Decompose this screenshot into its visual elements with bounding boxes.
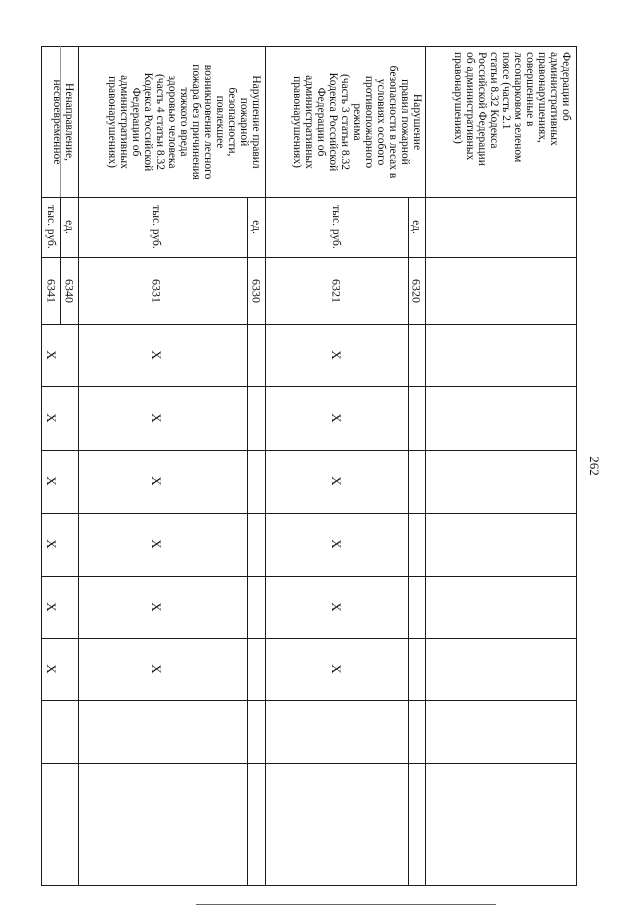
table-border-right [576,46,577,886]
row-6331-mark: X [149,664,164,674]
row-6320-description: Федерации об административных правонарушениях, совершенные в лесопарковом зеленом поясе (часть 2.1 статьи 8.32 Кодекса Российской Федерации об административных правонарушениях) [452,52,572,166]
row-6321-mark: X [329,350,344,360]
row-6321-mark: X [329,476,344,486]
column-divider [41,700,577,701]
row-6341-unit: тыс. руб. [45,205,57,249]
row-6320-unit: ед. [410,220,422,234]
row-6331-code: 6331 [149,279,164,303]
row-6331-unit: тыс. руб. [150,205,162,249]
column-divider [41,638,577,639]
row-6321-code: 6321 [329,279,344,303]
row-6321-mark: X [329,539,344,549]
row-6330-unit: ед. [250,220,262,234]
row-6321-mark: X [329,602,344,612]
row-6321-mark: X [329,664,344,674]
table-border-bottom [41,885,577,886]
row-6331-mark: X [149,602,164,612]
row-6330-description: Нарушение правил пожарной безопасности, повлекшее возникновение лесного пожара без причинения тяжкого вреда здоровью человека (часть 4 статьи 8.32 Кодекса Российской Федерации об административных правонарушениях) [106,64,262,180]
row-divider [265,46,266,886]
row-6341-mark: X [44,602,59,612]
row-divider [60,197,61,324]
row-6320-code: 6320 [409,279,424,303]
page-number: 262 [586,456,602,476]
column-divider [41,576,577,577]
row-6341-mark: X [44,413,59,423]
row-divider [78,46,79,886]
row-6331-mark: X [149,350,164,360]
column-divider [41,513,577,514]
column-divider [41,386,577,387]
row-6331-mark: X [149,413,164,423]
row-6341-mark: X [44,350,59,360]
column-divider [41,450,577,451]
row-6341-mark: X [44,664,59,674]
row-divider [425,46,426,886]
row-6321-description: Нарушение правил пожарной безопасности в лесах в условиях особого противопожарного режима (часть 3 статьи 8.32 Кодекса Российской Федерации об административных правонарушениях) [291,65,423,179]
row-6340-code: 6340 [62,279,77,303]
table-border-left [41,46,42,886]
report-table [41,46,577,886]
row-6331-mark: X [149,539,164,549]
column-divider [41,763,577,764]
row-6341-code: 6341 [44,279,59,303]
table-border-top [41,46,577,47]
row-6341-mark: X [44,476,59,486]
row-6321-unit: тыс. руб. [330,205,342,249]
row-6321-mark: X [329,413,344,423]
row-6341-mark: X [44,539,59,549]
column-divider [41,197,577,198]
column-divider [41,324,577,325]
row-6340-unit: ед. [63,220,75,234]
row-6331-mark: X [149,476,164,486]
row-6330-code: 6330 [249,279,264,303]
row-6340-description: Ненаправление, несвоевременное [51,79,75,165]
column-divider [41,257,577,258]
